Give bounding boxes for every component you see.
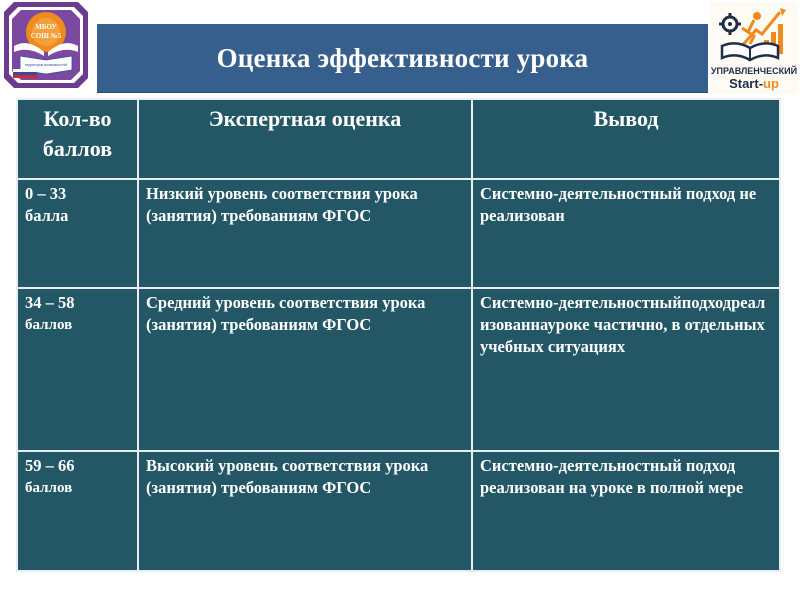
points-range-cell: 0 – 33 балла: [17, 179, 138, 288]
table-row: [17, 451, 780, 571]
header-points: Кол-во баллов: [17, 99, 138, 179]
school-logo: [4, 2, 88, 88]
header-conclusion: Вывод: [472, 99, 780, 179]
svg-text:УПРАВЛЕНЧЕСКИЙ: УПРАВЛЕНЧЕСКИЙ: [710, 66, 798, 76]
title-banner: [97, 24, 708, 93]
evaluation-table: [16, 98, 781, 572]
assessment-cell: Высокий уровень соответствия урока (занятия) требованиям ФГОС: [138, 451, 472, 571]
school-emblem-icon: [4, 2, 88, 88]
startup-logo: [710, 2, 798, 94]
table-row: [17, 288, 780, 451]
conclusion-cell: Системно-деятельностный подход реализован на уроке в полной мере: [472, 451, 780, 571]
svg-text:СОШ №5: СОШ №5: [30, 32, 62, 40]
svg-text:МБОУ: МБОУ: [35, 23, 57, 31]
startup-growth-icon: [710, 2, 798, 94]
header-expert-assessment: Экспертная оценка: [138, 99, 472, 179]
assessment-cell: Средний уровень соответствия урока (занятия) требованиям ФГОС: [138, 288, 472, 451]
conclusion-cell: Системно-деятельностныйподходреализованнауроке частично, в отдельных учебных ситуациях: [472, 288, 780, 451]
points-range-cell: 34 – 58 баллов: [17, 288, 138, 451]
table-row: [17, 179, 780, 288]
points-range-cell: 59 – 66 баллов: [17, 451, 138, 571]
table-header-row: [17, 99, 780, 179]
svg-text:территория возможностей: территория возможностей: [24, 63, 68, 67]
page-title: Оценка эффективности урока: [216, 42, 589, 73]
assessment-cell: Низкий уровень соответствия урока (занятия) требованиям ФГОС: [138, 179, 472, 288]
conclusion-cell: Системно-деятельностный подход не реализован: [472, 179, 780, 288]
svg-text:Start-up: Start-up: [729, 76, 779, 91]
